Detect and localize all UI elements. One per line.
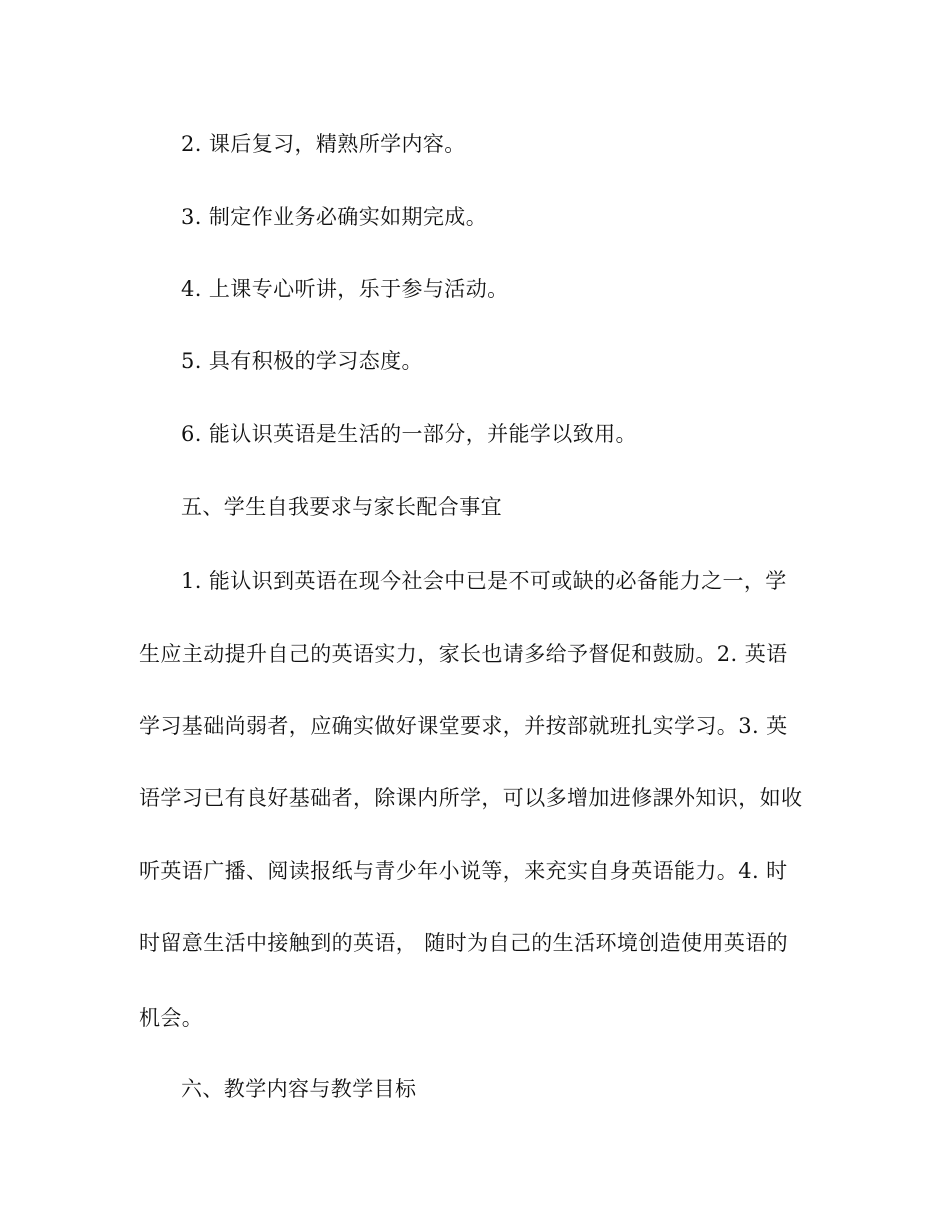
paragraph-line: 学习基础尚弱者，应确实做好课堂要求，并按部就班扎实学习。3. 英 (139, 714, 788, 738)
list-item: 3. 制定作业务必确实如期完成。 (181, 205, 488, 229)
list-item: 5. 具有积极的学习态度。 (181, 349, 423, 373)
paragraph-line: 听英语广播、阅读报纸与青少年小说等，来充实自身英语能力。4. 时 (139, 859, 788, 883)
section-heading: 六、教学内容与教学目标 (181, 1077, 417, 1101)
paragraph-line: 语学习已有良好基础者，除课内所学，可以多增加进修課外知识，如收 (139, 786, 803, 810)
list-item: 6. 能认识英语是生活的一部分，并能学以致用。 (181, 422, 637, 446)
section-heading: 五、学生自我要求与家长配合事宜 (181, 495, 502, 519)
paragraph-line: 1. 能认识到英语在现今社会中已是不可或缺的必备能力之一，学 (181, 569, 787, 593)
paragraph-line: 生应主动提升自己的英语实力，家长也请多给予督促和鼓励。2. 英语 (139, 642, 788, 666)
list-item: 2. 课后复习，精熟所学内容。 (181, 132, 466, 156)
paragraph-line: 机会。 (139, 1006, 204, 1030)
list-item: 4. 上课专心听讲，乐于参与活动。 (181, 277, 509, 301)
paragraph-line: 时留意生活中接触到的英语， 随时为自己的生活环境创造使用英语的 (139, 931, 789, 955)
